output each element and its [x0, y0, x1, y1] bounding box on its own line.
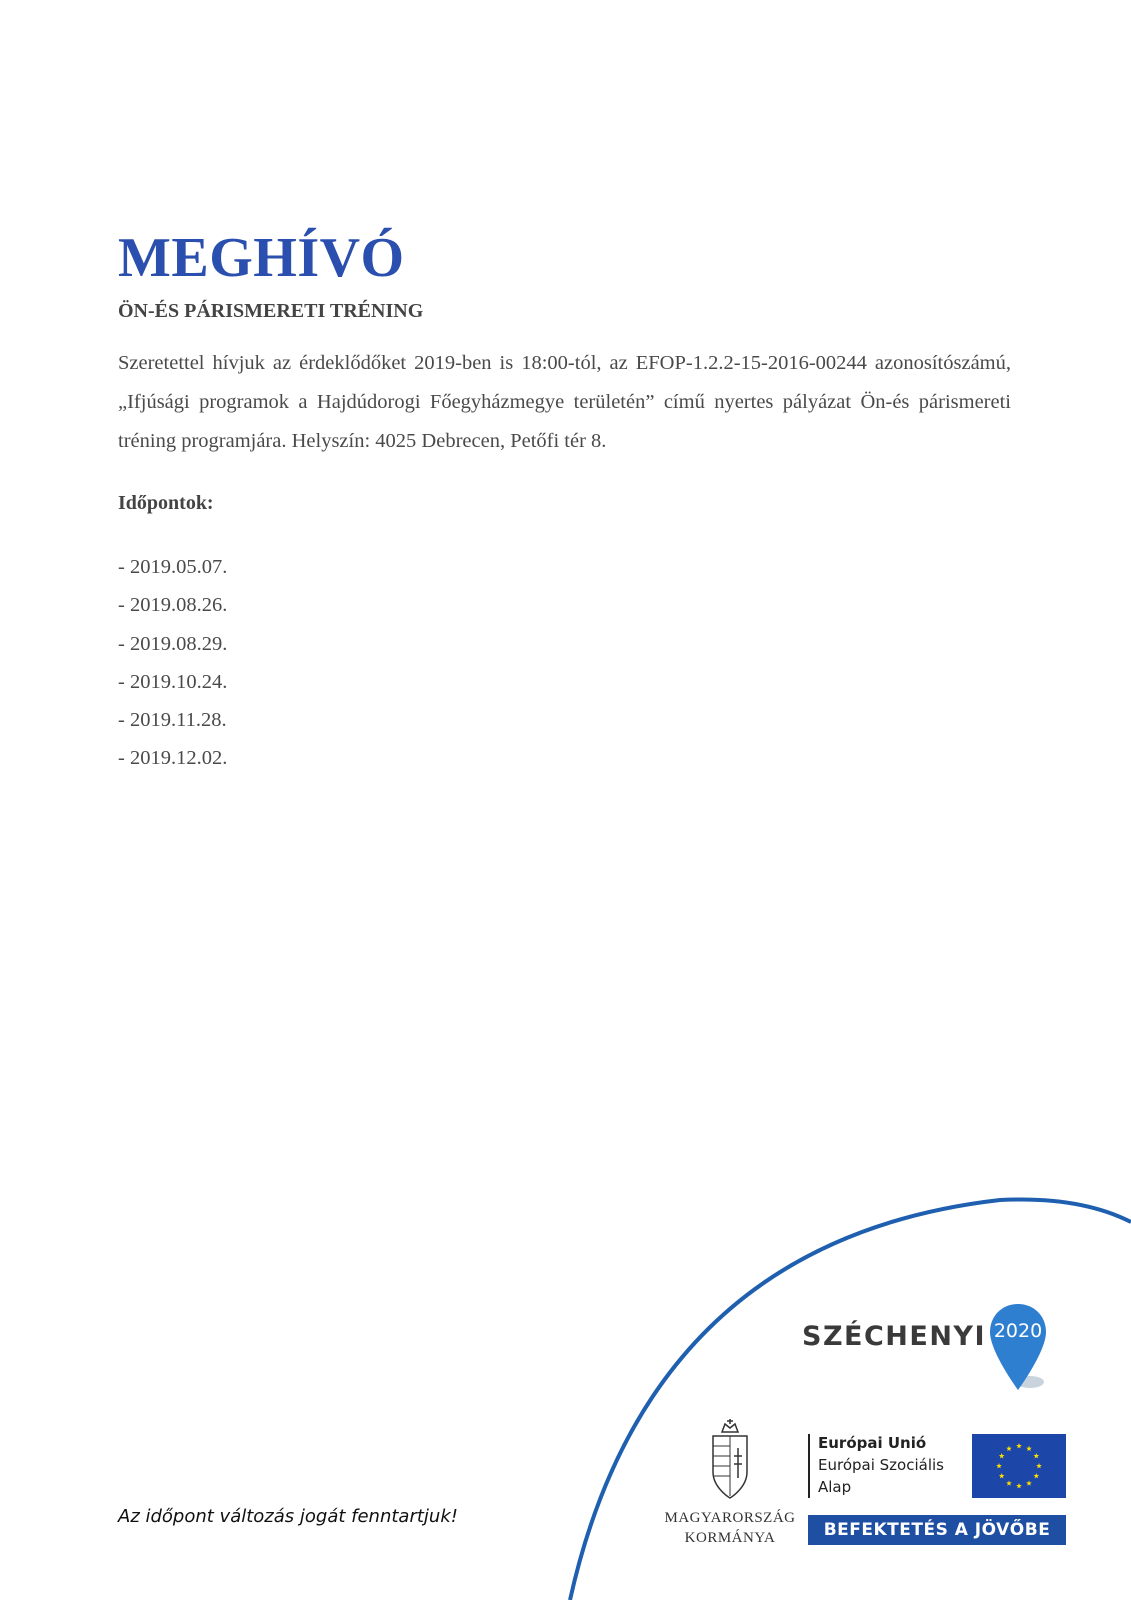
- footer-note: Az időpont változás jogát fenntartjuk!: [118, 1506, 458, 1527]
- szechenyi-year: 2020: [993, 1320, 1043, 1342]
- date-item: - 2019.05.07.: [118, 556, 228, 578]
- location-pin-icon: [988, 1302, 1058, 1394]
- eu-logo-line3: Alap: [818, 1478, 852, 1496]
- date-item: - 2019.08.26.: [118, 594, 228, 617]
- date-item: - 2019.10.24.: [118, 670, 228, 693]
- eu-logo-line1: Európai Unió: [818, 1434, 927, 1452]
- eu-logo-divider: [808, 1434, 810, 1498]
- coat-of-arms-icon: [708, 1418, 752, 1503]
- document-title: MEGHÍVÓ: [118, 227, 405, 289]
- invitation-text: Szeretettel hívjuk az érdeklődőket 2019-ben is 18:00-tól, az EFOP-1.2.2-15-2016-00244 azonosítószámú, „Ifjúsági programok a Hajdúdorogi Főegyházmegye területén” című nyertes pályázat Ön-és párismereti tréning programjára. Helyszín: 4025 Debrecen, Petőfi tér 8.: [118, 352, 1011, 452]
- date-item: - 2019.12.02.: [118, 747, 228, 770]
- government-logo-line2: KORMÁNYA: [684, 1530, 776, 1546]
- document-subtitle: ÖN-ÉS PÁRISMERETI TRÉNING: [118, 300, 424, 322]
- dates-heading: Időpontok:: [118, 492, 214, 514]
- government-logo-line1: MAGYARORSZÁG: [664, 1510, 796, 1526]
- investment-banner: BEFEKTETÉS A JÖVŐBE: [808, 1515, 1066, 1545]
- szechenyi-logo-text: SZÉCHENYI: [802, 1321, 987, 1352]
- date-item: - 2019.11.28.: [118, 709, 227, 732]
- eu-flag-icon: [972, 1434, 1066, 1498]
- date-item: - 2019.08.29.: [118, 632, 228, 655]
- eu-logo-line2: Európai Szociális: [818, 1456, 944, 1474]
